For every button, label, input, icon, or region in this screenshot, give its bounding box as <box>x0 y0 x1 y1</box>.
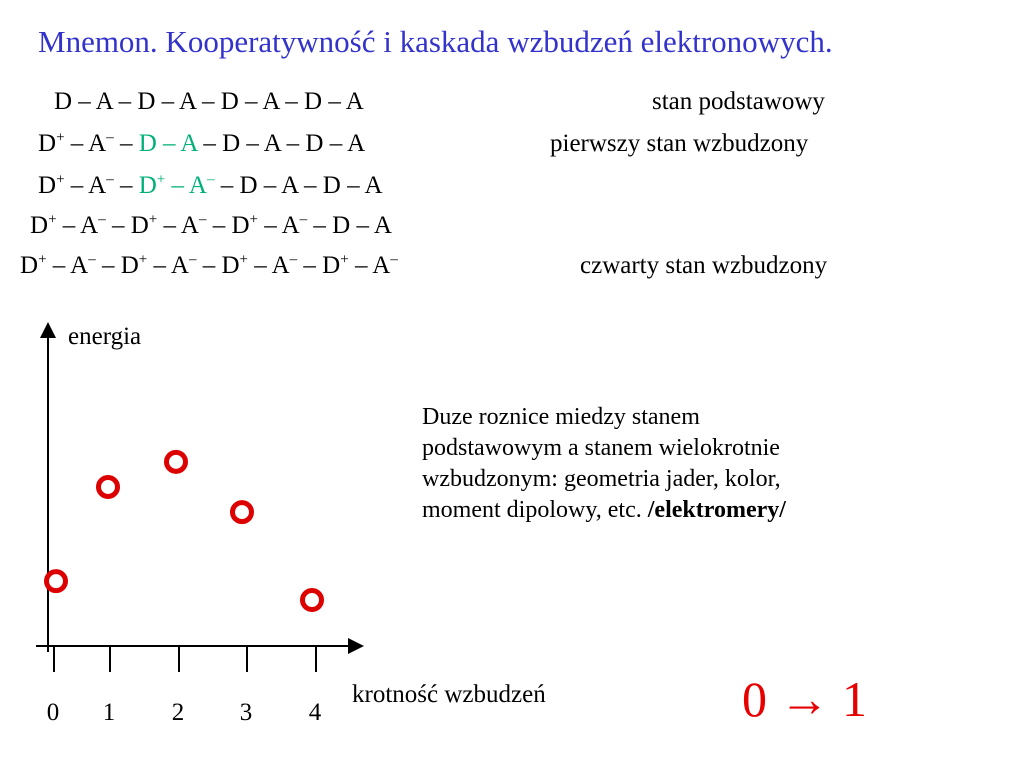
formula-segment: – A <box>165 172 207 199</box>
description-line: wzbudzonym: geometria jader, kolor, <box>422 466 781 492</box>
charge-superscript: + <box>138 251 148 268</box>
formula-segment: – <box>113 172 139 199</box>
charge-superscript: – <box>206 171 215 188</box>
formula-segment: D – A – D – A – D – A – D – A <box>54 88 364 115</box>
formula <box>20 252 398 280</box>
charge-superscript: + <box>340 251 349 268</box>
formula-segment: – A <box>157 212 199 239</box>
data-points <box>47 452 322 609</box>
formula-segment: D <box>138 172 157 199</box>
formula <box>30 212 392 240</box>
description <box>422 402 982 526</box>
formula-segment: D <box>30 212 49 239</box>
formula-segment: – A <box>46 252 89 279</box>
charge-superscript: + <box>156 171 166 188</box>
formula-segment: – D <box>105 212 149 239</box>
cascade-row <box>0 212 1024 248</box>
description-line: Duze roznice miedzy stanem <box>422 404 700 430</box>
charge-superscript: – <box>299 211 308 228</box>
data-point <box>47 572 66 591</box>
description-text: moment dipolowy, etc. <box>422 497 648 523</box>
cascade-row <box>0 172 1024 208</box>
formula-segment: – A <box>56 212 99 239</box>
x-axis-label: krotność wzbudzeń <box>352 681 546 708</box>
formula-segment: – D <box>95 252 139 279</box>
charge-superscript: – <box>98 211 106 228</box>
cascade-row <box>0 252 1024 288</box>
formula-segment: – A <box>64 172 107 199</box>
formula-segment: D <box>38 130 57 157</box>
formula-segment: D – A <box>138 130 198 157</box>
formula-segment: – D <box>206 212 250 239</box>
charge-superscript: + <box>249 211 258 228</box>
formula-segment: D <box>20 252 39 279</box>
charge-superscript: – <box>106 129 114 146</box>
formula-segment: – D – A – D – A <box>197 130 366 157</box>
transition-label: 0 → 1 <box>742 671 867 727</box>
charge-superscript: + <box>148 211 158 228</box>
x-tick-label: 2 <box>171 699 185 726</box>
formula-segment: – A <box>64 130 107 157</box>
x-tick-label: 3 <box>239 699 253 726</box>
charge-superscript: + <box>56 129 65 146</box>
energy-chart <box>0 300 1024 768</box>
charge-superscript: – <box>390 251 398 268</box>
state-label: pierwszy stan wzbudzony <box>550 130 809 157</box>
elektromery-emphasis: /elektromery/ <box>647 497 786 523</box>
formula-segment: – A <box>348 252 391 279</box>
data-point <box>233 503 252 522</box>
formula-segment: – <box>113 130 139 157</box>
x-tick-label: 0 <box>46 699 60 726</box>
charge-superscript: – <box>188 251 197 268</box>
y-axis-label: energia <box>68 323 142 350</box>
data-point <box>167 452 186 471</box>
formula-segment: – D <box>297 252 341 279</box>
formula-segment: – A <box>147 252 189 279</box>
formula <box>38 172 383 200</box>
cascade-row <box>0 88 1024 124</box>
charge-superscript: – <box>88 251 96 268</box>
charge-superscript: – <box>106 171 114 188</box>
formula-segment: – D – A – D – A <box>214 172 383 199</box>
data-point <box>303 591 322 610</box>
state-label: stan podstawowy <box>652 88 825 115</box>
slide-title: Mnemon. Kooperatywność i kaskada wzbudzeń elektronowych. <box>38 24 833 59</box>
x-tick-label: 4 <box>308 699 322 726</box>
charge-superscript: – <box>289 251 298 268</box>
formula <box>38 130 365 158</box>
charge-superscript: + <box>56 171 65 188</box>
formula-segment: – A <box>257 212 300 239</box>
charge-superscript: + <box>239 251 248 268</box>
x-ticks <box>47 646 322 726</box>
charge-superscript: + <box>48 211 57 228</box>
formula-segment: – D <box>196 252 240 279</box>
cascade-row <box>0 130 1024 166</box>
formula-segment: – D – A <box>307 212 392 239</box>
x-tick-label: 1 <box>102 699 116 726</box>
description-line-last <box>422 495 982 526</box>
charge-superscript: + <box>38 251 47 268</box>
formula-segment: – A <box>247 252 290 279</box>
data-point <box>99 477 118 496</box>
charge-superscript: – <box>198 211 207 228</box>
state-label: czwarty stan wzbudzony <box>580 252 828 279</box>
description-line: podstawowym a stanem wielokrotnie <box>422 435 780 461</box>
formula-segment: D <box>38 172 57 199</box>
formula <box>54 88 364 116</box>
